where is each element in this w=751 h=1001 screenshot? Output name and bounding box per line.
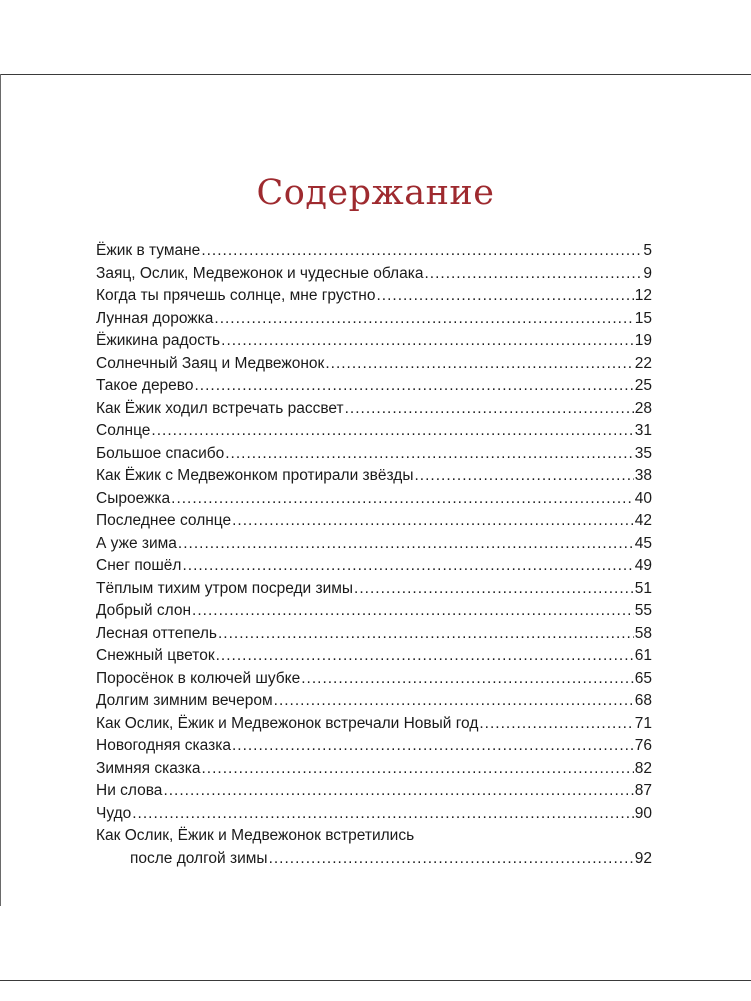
toc-entry-title: Новогодняя сказка	[96, 737, 231, 754]
dot-leader	[301, 668, 634, 691]
toc-entry-title: Добрый слон	[96, 602, 192, 619]
toc-entry	[96, 398, 652, 421]
toc-entry-title: Ёжик в тумане	[96, 242, 201, 259]
dot-leader	[345, 398, 634, 421]
dot-leader	[479, 713, 633, 736]
toc-entry-page: 12	[634, 287, 652, 304]
toc-entry-page: 38	[634, 467, 652, 484]
toc-entry	[96, 623, 652, 646]
toc-entry-page: 71	[634, 714, 652, 732]
dot-leader	[225, 443, 634, 466]
toc-entry-title: Большое спасибо	[96, 444, 225, 462]
toc-entry-page: 92	[634, 849, 652, 867]
toc-entry	[96, 803, 652, 826]
dot-leader	[194, 375, 633, 398]
toc-entry	[96, 645, 652, 668]
toc-entry-page: 51	[634, 579, 652, 597]
toc-entry	[96, 713, 652, 736]
dot-leader	[171, 488, 634, 511]
dot-leader	[325, 353, 633, 376]
toc-entry-page: 68	[634, 692, 652, 709]
toc-entry-title: Долгим зимним вечером	[96, 692, 273, 709]
toc-entry-title: Последнее солнце	[96, 512, 232, 529]
toc-entry-title: Поросёнок в колючей шубке	[96, 669, 301, 687]
toc-entry	[96, 330, 652, 353]
dot-leader	[221, 330, 634, 353]
toc-entry	[96, 578, 652, 601]
toc-entry	[96, 690, 652, 713]
toc-entry-page: 45	[634, 534, 652, 552]
toc-entry	[96, 600, 652, 623]
dot-leader	[414, 465, 633, 488]
toc-entry-title: Снег пошёл	[96, 557, 182, 574]
dot-leader	[232, 735, 634, 758]
toc-entry-page: 5	[643, 242, 652, 259]
dot-leader	[274, 690, 634, 713]
toc-entry-title-continued: после долгой зимы	[130, 849, 268, 867]
toc-entry-page: 40	[634, 489, 652, 507]
toc-entry-title: Когда ты прячешь солнце, мне грустно	[96, 287, 376, 304]
toc-entry-page: 76	[634, 737, 652, 754]
toc-entry-page: 58	[634, 624, 652, 642]
dot-leader	[354, 578, 634, 601]
toc-entry-title: Лесная оттепель	[96, 624, 217, 642]
toc-entry	[96, 240, 652, 263]
toc-entry	[96, 285, 652, 308]
toc-entry-title: Как Ослик, Ёжик и Медвежонок встречали Новый год	[96, 714, 479, 732]
toc-entry-title: Заяц, Ослик, Медвежонок и чудесные облака	[96, 264, 424, 282]
toc-entry	[96, 555, 652, 578]
toc-heading: Содержание	[256, 173, 495, 213]
toc-entry	[96, 443, 652, 466]
toc-entry-title: Солнце	[96, 422, 151, 439]
toc-entry	[96, 825, 652, 870]
dot-leader	[132, 803, 634, 826]
toc-entry-title: Сыроежка	[96, 489, 171, 507]
toc-entry-page: 82	[634, 759, 652, 777]
toc-entry-title: Как Ёжик ходил встречать рассвет	[96, 399, 344, 417]
toc-entry-page: 9	[643, 264, 652, 282]
toc-entry	[96, 308, 652, 331]
dot-leader	[376, 285, 633, 308]
toc-entry-title: Как Ослик, Ёжик и Медвежонок встретились	[96, 827, 415, 844]
toc-entry	[96, 780, 652, 803]
toc-entry-page: 49	[634, 557, 652, 574]
toc-entry	[96, 758, 652, 781]
dot-leader	[192, 600, 634, 623]
dot-leader	[182, 555, 633, 578]
toc-entry-page: 87	[634, 782, 652, 799]
dot-leader	[232, 510, 634, 533]
toc-entry	[96, 353, 652, 376]
toc-entry-page: 15	[634, 309, 652, 327]
toc-entry-title: Как Ёжик с Медвежонком протирали звёзды	[96, 467, 414, 484]
toc-entry	[96, 375, 652, 398]
toc-entry-page: 65	[634, 669, 652, 687]
toc-entry-title: Такое дерево	[96, 377, 194, 394]
toc-entry-page: 28	[634, 399, 652, 417]
table-of-contents	[96, 240, 652, 870]
toc-entry	[96, 533, 652, 556]
toc-entry	[96, 668, 652, 691]
toc-entry-page: 35	[634, 444, 652, 462]
dot-leader	[216, 645, 634, 668]
dot-leader	[178, 533, 634, 556]
toc-entry-title: А уже зима	[96, 534, 177, 552]
toc-entry-page: 42	[634, 512, 652, 529]
dot-leader	[218, 623, 634, 646]
toc-entry-title: Снежный цветок	[96, 647, 215, 664]
toc-entry	[96, 465, 652, 488]
toc-entry-page: 22	[634, 354, 652, 372]
dot-leader	[424, 263, 642, 286]
toc-entry-title: Тёплым тихим утром посреди зимы	[96, 579, 354, 597]
toc-entry	[96, 488, 652, 511]
toc-entry-page: 55	[634, 602, 652, 619]
toc-entry-page: 31	[634, 422, 652, 439]
toc-entry-title: Зимняя сказка	[96, 759, 201, 777]
dot-leader	[201, 240, 642, 263]
toc-entry-title: Ни слова	[96, 782, 163, 799]
toc-entry-page: 25	[634, 377, 652, 394]
toc-entry-page: 61	[634, 647, 652, 664]
bottom-rule	[0, 980, 751, 981]
toc-entry-title: Лунная дорожка	[96, 309, 214, 327]
toc-entry	[96, 510, 652, 533]
dot-leader	[151, 420, 633, 443]
toc-entry-title: Ёжикина радость	[96, 332, 221, 349]
toc-entry-title: Солнечный Заяц и Медвежонок	[96, 354, 325, 372]
dot-leader	[269, 848, 634, 871]
toc-entry-page: 90	[634, 804, 652, 822]
dot-leader	[202, 758, 634, 781]
toc-entry-continuation	[96, 848, 652, 871]
dot-leader	[214, 308, 633, 331]
toc-entry-title: Чудо	[96, 804, 132, 822]
toc-entry	[96, 735, 652, 758]
toc-entry	[96, 263, 652, 286]
top-rule	[0, 74, 751, 75]
toc-entry-page: 19	[634, 332, 652, 349]
dot-leader	[163, 780, 633, 803]
toc-entry	[96, 420, 652, 443]
